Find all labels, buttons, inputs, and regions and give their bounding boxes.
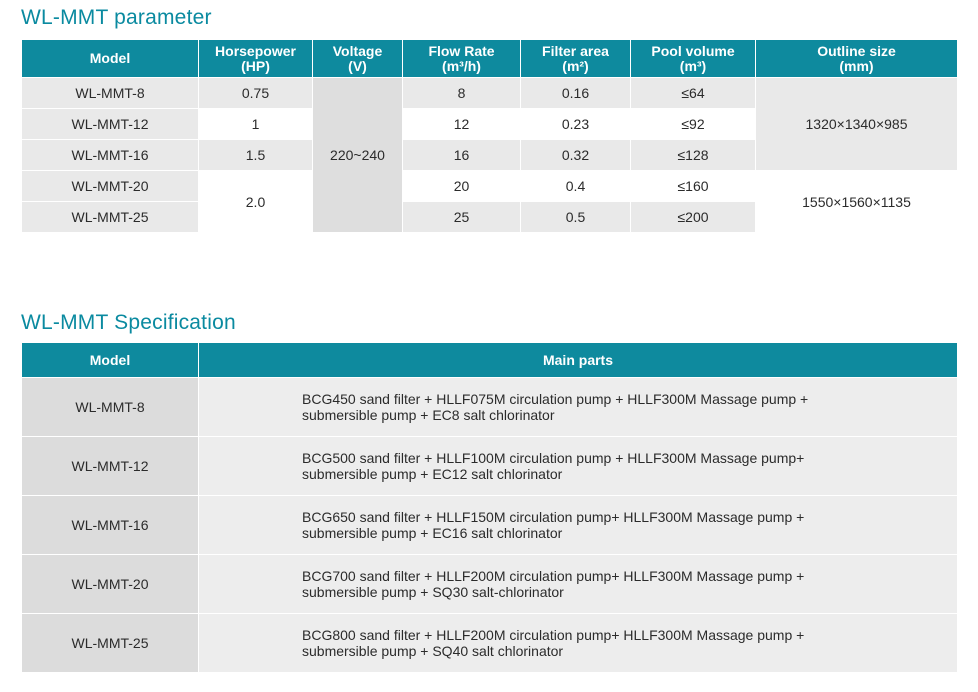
cell-filter-area: 0.16 [521, 78, 631, 109]
cell-outline-size: 1550×1560×1135 [756, 171, 958, 233]
header-main-parts: Main parts [199, 343, 958, 378]
header-pool-volume: Pool volume (m³) [631, 40, 756, 78]
cell-flow-rate: 16 [403, 140, 521, 171]
parameter-title: WL-MMT parameter [21, 6, 212, 29]
table-row [22, 437, 958, 496]
cell-main-parts: BCG650 sand filter + HLLF150M circulation pump+ HLLF300M Massage pump + submersible pump + EC16 salt chlorinator [199, 496, 958, 555]
cell-flow-rate: 12 [403, 109, 521, 140]
cell-model: WL-MMT-25 [22, 614, 199, 673]
table-row [22, 555, 958, 614]
cell-model: WL-MMT-20 [22, 555, 199, 614]
cell-model: WL-MMT-16 [22, 496, 199, 555]
table-row [22, 78, 958, 109]
cell-outline-size: 1320×1340×985 [756, 78, 958, 171]
header-flow-rate: Flow Rate (m³/h) [403, 40, 521, 78]
parameter-header-row [22, 40, 958, 78]
cell-pool-volume: ≤128 [631, 140, 756, 171]
table-row [22, 496, 958, 555]
cell-model: WL-MMT-12 [22, 109, 199, 140]
cell-horsepower: 1 [199, 109, 313, 140]
parameter-table [21, 39, 958, 233]
specification-table [21, 342, 958, 673]
cell-model: WL-MMT-20 [22, 171, 199, 202]
cell-filter-area: 0.23 [521, 109, 631, 140]
header-horsepower: Horsepower (HP) [199, 40, 313, 78]
cell-model: WL-MMT-25 [22, 202, 199, 233]
header-filter-area: Filter area (m²) [521, 40, 631, 78]
cell-main-parts: BCG800 sand filter + HLLF200M circulation pump+ HLLF300M Massage pump + submersible pump + SQ40 salt chlorinator [199, 614, 958, 673]
cell-model: WL-MMT-16 [22, 140, 199, 171]
cell-main-parts: BCG500 sand filter + HLLF100M circulation pump + HLLF300M Massage pump+ submersible pump + EC12 salt chlorinator [199, 437, 958, 496]
cell-horsepower: 0.75 [199, 78, 313, 109]
cell-filter-area: 0.32 [521, 140, 631, 171]
table-row [22, 171, 958, 202]
cell-filter-area: 0.4 [521, 171, 631, 202]
cell-flow-rate: 25 [403, 202, 521, 233]
cell-voltage: 220~240 [313, 78, 403, 233]
cell-pool-volume: ≤64 [631, 78, 756, 109]
specification-title: WL-MMT Specification [21, 311, 236, 334]
cell-model: WL-MMT-12 [22, 437, 199, 496]
header-voltage: Voltage (V) [313, 40, 403, 78]
cell-pool-volume: ≤92 [631, 109, 756, 140]
table-row [22, 378, 958, 437]
cell-pool-volume: ≤160 [631, 171, 756, 202]
header-model: Model [22, 40, 199, 78]
cell-horsepower: 2.0 [199, 171, 313, 233]
cell-horsepower: 1.5 [199, 140, 313, 171]
cell-model: WL-MMT-8 [22, 378, 199, 437]
cell-main-parts: BCG700 sand filter + HLLF200M circulation pump+ HLLF300M Massage pump + submersible pump + SQ30 salt-chlorinator [199, 555, 958, 614]
cell-flow-rate: 20 [403, 171, 521, 202]
table-row [22, 614, 958, 673]
specification-header-row [22, 343, 958, 378]
cell-filter-area: 0.5 [521, 202, 631, 233]
header-model: Model [22, 343, 199, 378]
cell-pool-volume: ≤200 [631, 202, 756, 233]
cell-main-parts: BCG450 sand filter + HLLF075M circulation pump + HLLF300M Massage pump + submersible pump + EC8 salt chlorinator [199, 378, 958, 437]
cell-flow-rate: 8 [403, 78, 521, 109]
cell-model: WL-MMT-8 [22, 78, 199, 109]
header-outline-size: Outline size (mm) [756, 40, 958, 78]
